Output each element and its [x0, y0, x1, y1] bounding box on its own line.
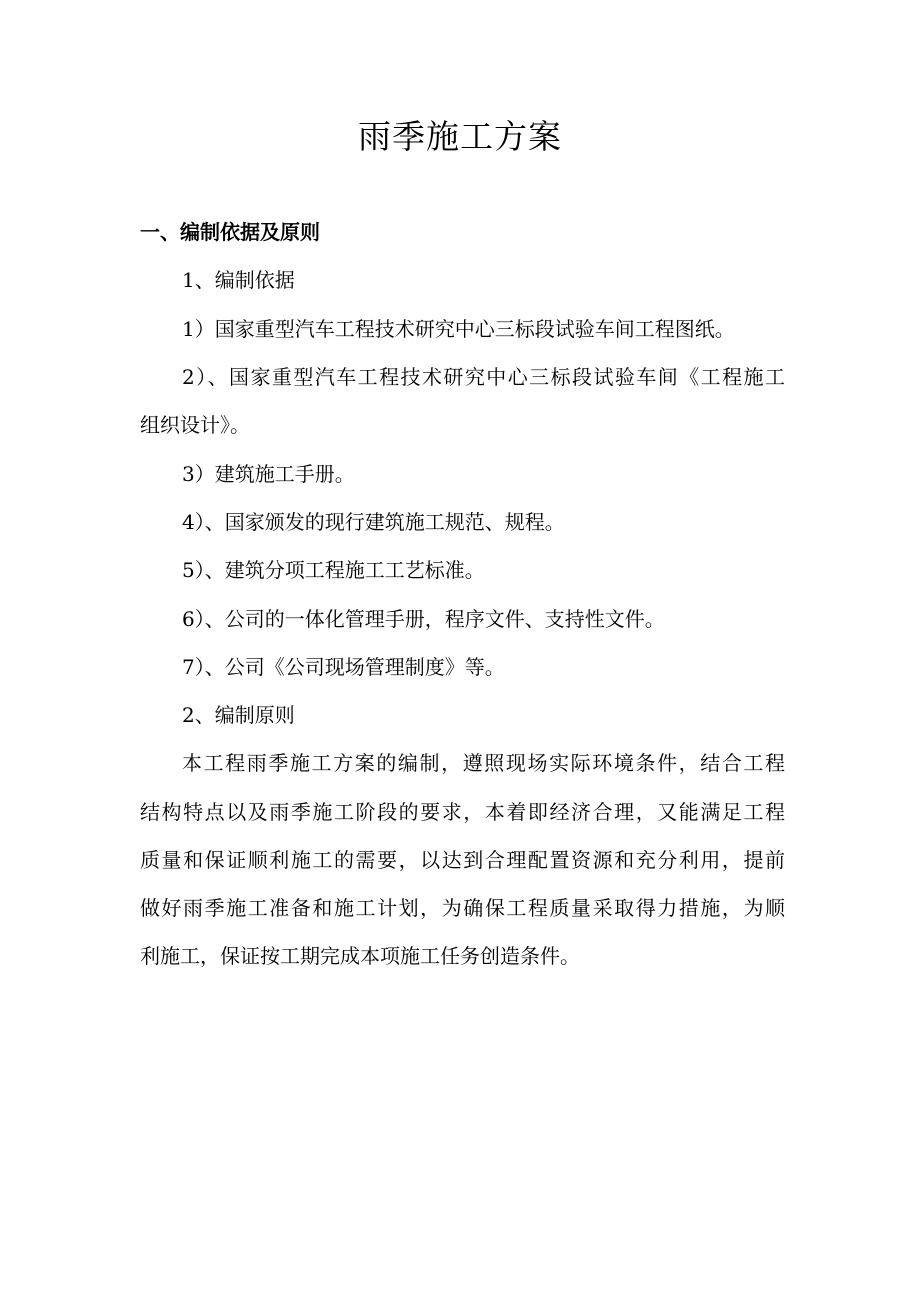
basis-item-5: 5）、建筑分项工程施工工艺标准。 — [182, 558, 485, 582]
basis-item-7: 7）、公司《公司现场管理制度》等。 — [182, 655, 505, 679]
basis-item-3: 3）建筑施工手册。 — [182, 462, 355, 486]
principle-paragraph-line-4: 做好雨季施工准备和施工计划，为确保工程质量采取得力措施，为顺 — [140, 896, 785, 920]
basis-item-2-continued: 组织设计》。 — [140, 413, 250, 437]
principle-paragraph-line-1: 本工程雨季施工方案的编制，遵照现场实际环境条件，结合工程 — [182, 751, 785, 775]
principle-paragraph-line-3: 质量和保证顺利施工的需要，以达到合理配置资源和充分利用，提前 — [140, 848, 785, 872]
basis-item-1: 1）国家重型汽车工程技术研究中心三标段试验车间工程图纸。 — [182, 317, 735, 341]
basis-item-2: 2）、国家重型汽车工程技术研究中心三标段试验车间《工程施工 — [182, 365, 785, 389]
principle-paragraph-line-2: 结构特点以及雨季施工阶段的要求，本着即经济合理，又能满足工程 — [140, 800, 785, 824]
section-heading: 一、编制依据及原则 — [140, 220, 320, 244]
subsection-label-basis: 1、编制依据 — [182, 268, 295, 292]
document-title: 雨季施工方案 — [358, 117, 562, 156]
principle-paragraph-line-5: 利施工，保证按工期完成本项施工任务创造条件。 — [140, 944, 580, 968]
basis-item-4: 4）、国家颁发的现行建筑施工规范、规程。 — [182, 510, 565, 534]
subsection-label-principle: 2、编制原则 — [182, 703, 295, 727]
basis-item-6: 6）、公司的一体化管理手册，程序文件、支持性文件。 — [182, 607, 665, 631]
